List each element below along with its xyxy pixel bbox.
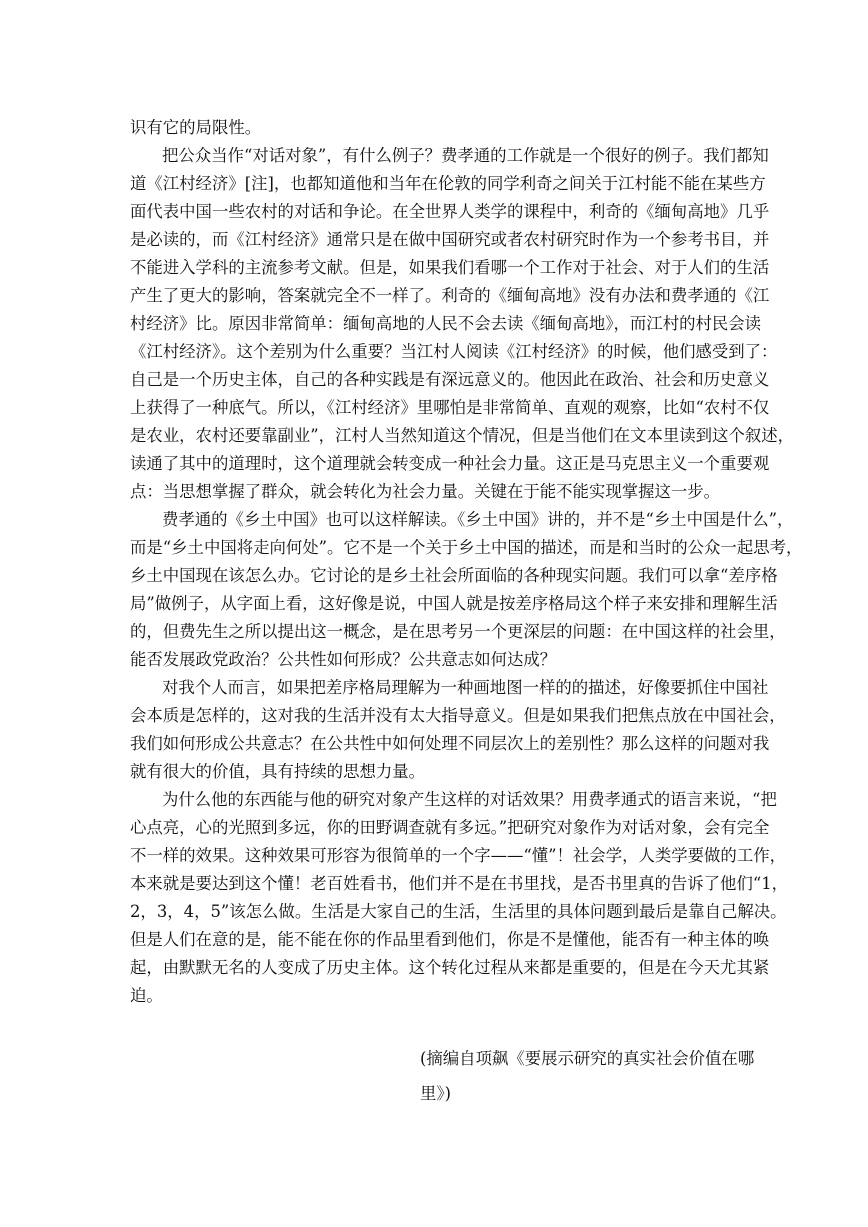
- paragraph-line: 的，但费先生之所以提出这一概念，是在思考另一个更深层的问题：在中国这样的社会里，: [130, 622, 786, 641]
- paragraph-line: 产生了更大的影响，答案就完全不一样了。利奇的《缅甸高地》没有办法和费孝通的《江: [130, 286, 770, 305]
- paragraph-line: 上获得了一种底气。所以，《江村经济》里哪怕是非常简单、直观的观察，比如“农村不仅: [130, 398, 770, 417]
- paragraph-line: 面代表中国一些农村的对话和争论。在全世界人类学的课程中，利奇的《缅甸高地》几乎: [130, 202, 770, 221]
- paragraph-line: 村经济》比。原因非常简单：缅甸高地的人民不会去读《缅甸高地》，而江村的村民会读: [130, 314, 762, 333]
- paragraph-line: 读通了其中的道理时，这个道理就会转变成一种社会力量。这正是马克思主义一个重要观: [130, 454, 770, 473]
- paragraph-line: 起，由默默无名的人变成了历史主体。这个转化过程从来都是重要的，但是在今天尤其紧: [130, 958, 770, 977]
- paragraph-line: 为什么他的东西能与他的研究对象产生这样的对话效果？用费孝通式的语言来说，“把: [162, 790, 777, 809]
- paragraph-line: 能否发展政党政治？公共性如何形成？公共意志如何达成？: [130, 650, 557, 669]
- paragraph-line: 是农业，农村还要靠副业”，江村人当然知道这个情况，但是当他们在文本里读到这个叙述，: [130, 426, 795, 445]
- paragraph-line: 道《江村经济》[注]，也都知道他和当年在伦敦的同学利奇之间关于江村能不能在某些方: [130, 174, 766, 193]
- paragraph-line: 心点亮，心的光照到多远，你的田野调查就有多远。”把研究对象作为对话对象，会有完全: [130, 818, 770, 837]
- paragraph-line: 2，3，4，5”该怎么做。生活是大家自己的生活，生活里的具体问题到最后是靠自己解决。: [130, 902, 787, 921]
- paragraph-line: 费孝通的《乡土中国》也可以这样解读。《乡土中国》讲的，并不是“乡土中国是什么”，: [162, 510, 794, 529]
- paragraph-line: 是必读的，而《江村经济》通常只是在做中国研究或者农村研究时作为一个参考书目，并: [130, 230, 770, 249]
- paragraph-line: 而是“乡土中国将走向何处”。它不是一个关于乡土中国的描述，而是和当时的公众一起思考，: [130, 538, 803, 557]
- paragraph-line: 但是人们在意的是，能不能在你的作品里看到他们，你是不是懂他，能否有一种主体的唤: [130, 930, 770, 949]
- source-citation-line-1: (摘编自项飙《要展示研究的真实社会价值在哪: [420, 1049, 755, 1068]
- paragraph-line: 点：当思想掌握了群众，就会转化为社会力量。关键在于能不能实现掌握这一步。: [130, 482, 721, 501]
- paragraph-line: 乡土中国现在该怎么办。它讨论的是乡土社会所面临的各种现实问题。我们可以拿“差序格: [130, 566, 778, 585]
- paragraph-line: 《江村经济》。这个差别为什么重要？当江村人阅读《江村经济》的时候，他们感受到了：: [130, 342, 778, 361]
- paragraph-line: 局”做例子，从字面上看，这好像是说，中国人就是按差序格局这个样子来安排和理解生活: [130, 594, 778, 613]
- paragraph-line: 不能进入学科的主流参考文献。但是，如果我们看哪一个工作对于社会、对于人们的生活: [130, 258, 770, 277]
- paragraph-line: 会本质是怎样的，这对我的生活并没有太大指导意义。但是如果我们把焦点放在中国社会，: [130, 706, 786, 725]
- paragraph-line: 迫。: [130, 986, 163, 1005]
- paragraph-line: 自己是一个历史主体，自己的各种实践是有深远意义的。他因此在政治、社会和历史意义: [130, 370, 770, 389]
- source-citation-line-2: 里》): [420, 1084, 451, 1103]
- paragraph-line: 本来就是要达到这个懂！老百姓看书，他们并不是在书里找，是否书里真的告诉了他们“1，: [130, 874, 789, 893]
- paragraph-line: 对我个人而言，如果把差序格局理解为一种画地图一样的的描述，好像要抓住中国社: [162, 678, 769, 697]
- paragraph-line: 识有它的局限性。: [130, 118, 262, 137]
- paragraph-line: 就有很大的价值，具有持续的思想力量。: [130, 762, 426, 781]
- paragraph-line: 把公众当作“对话对象”，有什么例子？费孝通的工作就是一个很好的例子。我们都知: [162, 146, 769, 165]
- paragraph-line: 不一样的效果。这种效果可形容为很简单的一个字——“懂”！社会学，人类学要做的工作，: [130, 846, 786, 865]
- paragraph-line: 我们如何形成公共意志？在公共性中如何处理不同层次上的差别性？那么这样的问题对我: [130, 734, 770, 753]
